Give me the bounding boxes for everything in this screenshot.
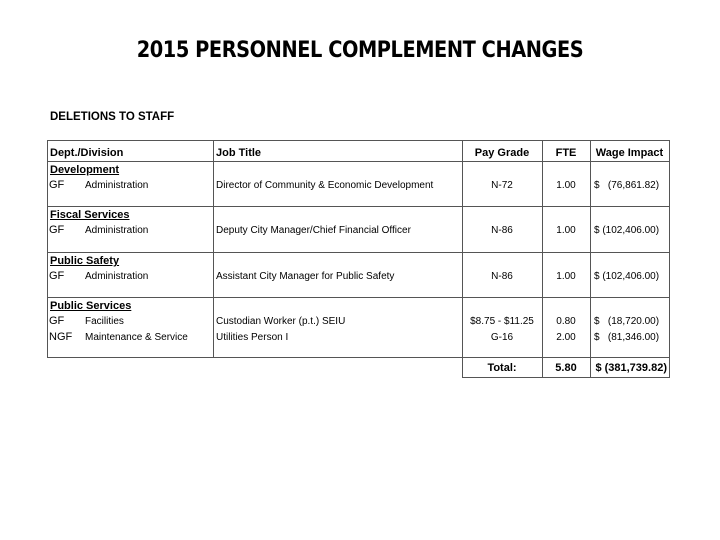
total-label: Total: xyxy=(487,362,517,374)
job-title-cell: Assistant City Manager for Public Safety xyxy=(216,271,395,282)
fte-cell: 2.00 xyxy=(556,332,576,343)
division-cell: Facilities xyxy=(85,316,124,327)
job-title-cell: Utilities Person I xyxy=(216,332,289,343)
group-heading: Development xyxy=(50,164,120,176)
section-title: DELETIONS TO STAFF xyxy=(50,111,175,123)
fte-cell: 1.00 xyxy=(556,225,576,236)
fte-cell: 0.80 xyxy=(556,316,576,327)
header-dept: Dept./Division xyxy=(50,147,124,159)
job-title-cell: Director of Community & Economic Development xyxy=(216,180,434,191)
fte-cell: 1.00 xyxy=(556,180,576,191)
group-heading: Public Safety xyxy=(50,255,120,267)
header-job: Job Title xyxy=(216,147,262,159)
header-wage: Wage Impact xyxy=(595,147,664,159)
wage-cell: $ (102,406.00) xyxy=(594,271,660,282)
division-cell: Administration xyxy=(85,180,149,191)
header-fte: FTE xyxy=(555,147,577,159)
wage-cell: $ (18,720.00) xyxy=(594,316,660,327)
pay-grade-cell: N-86 xyxy=(491,225,513,236)
fund-cell: GF xyxy=(49,315,65,327)
pay-grade-cell: G-16 xyxy=(490,332,514,343)
total-wage: $ (381,739.82) xyxy=(595,362,667,374)
header-grade: Pay Grade xyxy=(474,147,530,159)
division-cell: Administration xyxy=(85,271,149,282)
pay-grade-cell: N-72 xyxy=(491,180,513,191)
total-fte: 5.80 xyxy=(555,362,577,374)
pay-grade-cell: $8.75 - $11.25 xyxy=(470,316,534,327)
pay-grade-cell: N-86 xyxy=(491,271,513,282)
group-heading: Fiscal Services xyxy=(50,209,130,221)
fte-cell: 1.00 xyxy=(556,271,576,282)
fund-cell: GF xyxy=(49,224,65,236)
fund-cell: NGF xyxy=(49,331,73,343)
fund-cell: GF xyxy=(49,179,65,191)
division-cell: Administration xyxy=(85,225,149,236)
division-cell: Maintenance & Service xyxy=(85,332,188,343)
job-title-cell: Deputy City Manager/Chief Financial Officer xyxy=(216,225,411,236)
job-title-cell: Custodian Worker (p.t.) SEIU xyxy=(216,316,346,327)
wage-cell: $ (81,346.00) xyxy=(594,332,660,343)
fund-cell: GF xyxy=(49,270,65,282)
page-title: 2015 PERSONNEL COMPLEMENT CHANGES xyxy=(136,38,584,63)
wage-cell: $ (76,861.82) xyxy=(594,180,660,191)
wage-cell: $ (102,406.00) xyxy=(594,225,660,236)
group-heading: Public Services xyxy=(50,300,132,312)
